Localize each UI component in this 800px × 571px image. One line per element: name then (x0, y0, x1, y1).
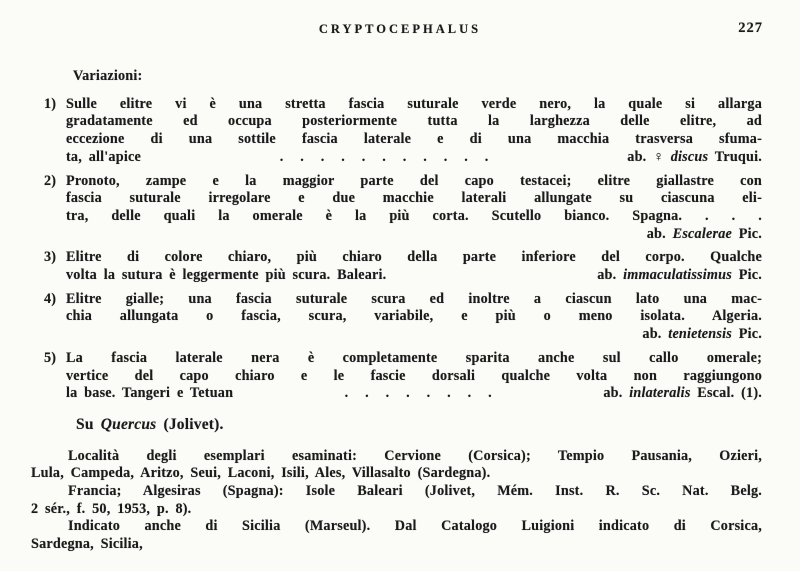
paragraph-line: Sardegna, Sicilia, (31, 536, 143, 553)
variation-item-1 (31, 96, 762, 167)
aberration-ref (603, 385, 762, 403)
ab-prefix: ab. (642, 326, 662, 343)
item-text-end: volta la sutura è leggermente più scura. Baleari. (66, 267, 387, 284)
item-text-line: fascia suturale irregolare e due macchie laterali allungate su ciascuna eli- (66, 190, 762, 207)
aberration-ref (647, 226, 762, 242)
item-text-line: eccezione di una sottile fascia laterale e di una macchia trasversa sfuma- (66, 131, 762, 148)
item-text-line: Sulle elitre vi è una stretta fascia suturale verde nero, la quale si allarga (66, 95, 762, 112)
host-prefix: Su (76, 415, 94, 433)
paragraph-line: 2 sér., f. 50, 1953, p. 8). (31, 500, 192, 517)
aberration-ref (597, 267, 762, 285)
page-number: 227 (738, 20, 763, 36)
item-text-line: La fascia laterale nera è completamente sparita anche sul callo omerale; (66, 349, 762, 366)
ab-name: Escalerae (672, 225, 732, 242)
ab-prefix: ab. (646, 225, 666, 242)
paragraph-indicato (31, 518, 762, 553)
item-number: 2) (44, 172, 57, 189)
item-text-line: Elitre di colore chiaro, più chiaro della parte inferiore del corpo. Qualche (66, 249, 762, 266)
item-text-line: chia allungata o fascia, scura, variabile, e più o meno isolata. Algeria. (66, 308, 762, 325)
variazioni-heading: Variazioni: (73, 68, 143, 84)
item-number: 1) (44, 95, 57, 112)
item-text-line: tra, delle quali la omerale è la più corta. Scutello bianco. Spagna. . . . (66, 207, 762, 224)
ab-author: Pic. (738, 326, 762, 343)
ab-prefix: ab. (597, 267, 617, 284)
ab-prefix: ab. ♀ (627, 148, 664, 165)
item-text-line: vertice del capo chiaro e le fascie dorsali qualche volta non raggiungono (66, 367, 762, 384)
item-last-line (66, 226, 762, 244)
paragraph-line: Francia; Algesiras (Spagna): Isole Baleari (Jolivet, Mém. Inst. R. Sc. Nat. Belg. (68, 483, 762, 500)
item-text-line: gradatamente ed occupa posteriormente tutta la larghezza delle elitre, ad (66, 113, 762, 130)
ab-name: tenietensis (668, 326, 732, 343)
item-text-line: Elitre gialle; una fascia suturale scura ed inoltre a ciascun lato una mac- (66, 290, 762, 307)
host-plant-line (76, 416, 762, 434)
variation-item-5 (31, 350, 762, 403)
paragraph-francia (31, 483, 762, 518)
ab-name: immaculatissimus (623, 267, 732, 284)
item-number: 5) (44, 349, 57, 366)
item-last-line (66, 326, 762, 344)
aberration-ref (642, 326, 762, 342)
dot-leader: . . . . . . . . . . . (279, 148, 489, 165)
paragraph-localita (31, 448, 762, 483)
item-last-line (66, 149, 762, 167)
variation-item-3 (31, 249, 762, 284)
ab-author: Truqui. (714, 148, 762, 165)
running-head-title: CRYPTOCEPHALUS (318, 22, 482, 36)
ab-name: inlateralis (629, 385, 691, 402)
ab-name: discus (670, 148, 709, 165)
item-number: 3) (44, 249, 57, 266)
ab-author: Pic. (738, 225, 762, 242)
item-last-line (66, 267, 762, 285)
ab-prefix: ab. (603, 385, 623, 402)
aberration-ref (627, 149, 762, 167)
item-last-line (66, 385, 762, 403)
dot-leader: . . . . . . . . (344, 385, 492, 402)
page-body (31, 68, 762, 554)
ab-author: Pic. (738, 267, 762, 284)
page-header (0, 22, 800, 42)
item-text-line: Pronoto, zampe e la maggior parte del capo testacei; elitre giallastre con (66, 172, 762, 189)
paragraph-line: Lula, Campeda, Aritzo, Seui, Laconi, Isili, Ales, Villasalto (Sardegna). (31, 465, 491, 482)
item-number: 4) (44, 290, 57, 307)
genus-name: Quercus (100, 415, 157, 433)
variation-item-2 (31, 173, 762, 244)
variation-item-4 (31, 291, 762, 344)
paragraph-line: Località degli esemplari esaminati: Cervione (Corsica); Tempio Pausania, Ozieri, (68, 447, 762, 464)
item-text-end: ta, all'apice (66, 148, 141, 165)
ab-author: Escal. (1). (697, 385, 762, 402)
host-suffix: (Jolivet). (163, 415, 224, 433)
paragraph-line: Indicato anche di Sicilia (Marseul). Dal Catalogo Luigioni indicato di Corsica, (68, 518, 762, 535)
item-text-end: la base. Tangeri e Tetuan (66, 385, 234, 402)
